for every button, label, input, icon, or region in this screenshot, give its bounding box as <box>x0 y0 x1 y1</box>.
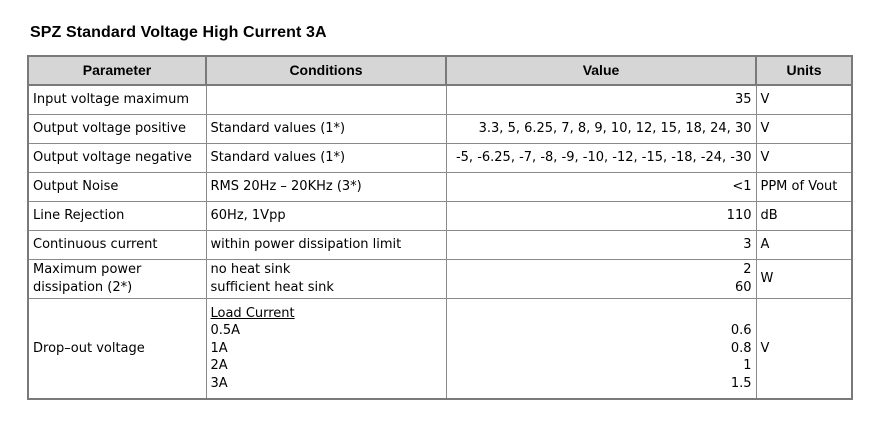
cell-value: <1 <box>446 172 756 201</box>
parameter-line: dissipation (2*) <box>33 279 133 295</box>
cell-parameter: Input voltage maximum <box>28 85 206 114</box>
cell-value: 3 <box>446 230 756 259</box>
condition-line: 2A <box>210 358 228 373</box>
condition-subheader: Load Current <box>210 305 295 321</box>
value-line-spacer <box>451 305 752 323</box>
cell-value: -5, -6.25, -7, -8, -9, -10, -12, -15, -18, -24, -30 <box>446 143 756 172</box>
table-row-power-dissipation <box>28 259 852 298</box>
header-conditions: Conditions <box>206 56 446 85</box>
table-row <box>28 114 852 143</box>
cell-units: W <box>756 259 852 298</box>
cell-value: 35 <box>446 85 756 114</box>
cell-value <box>446 298 756 399</box>
value-line: 0.6 <box>730 323 752 338</box>
table-row <box>28 201 852 230</box>
cell-units: V <box>756 143 852 172</box>
cell-parameter: Output voltage positive <box>28 114 206 143</box>
condition-line: no heat sink <box>210 262 291 277</box>
header-parameter: Parameter <box>28 56 206 85</box>
cell-conditions: 60Hz, 1Vpp <box>206 201 446 230</box>
value-line: 0.8 <box>730 340 752 356</box>
condition-line: 1A <box>210 340 228 356</box>
header-value: Value <box>446 56 756 85</box>
table-title: SPZ Standard Voltage High Current 3A <box>30 24 327 41</box>
cell-value: 110 <box>446 201 756 230</box>
cell-parameter <box>28 259 206 298</box>
value-line: 2 <box>743 262 752 277</box>
cell-conditions <box>206 259 446 298</box>
cell-parameter: Output voltage negative <box>28 143 206 172</box>
cell-conditions: RMS 20Hz – 20KHz (3*) <box>206 172 446 201</box>
value-line: 60 <box>734 279 752 295</box>
cell-value: 3.3, 5, 6.25, 7, 8, 9, 10, 12, 15, 18, 24, 30 <box>446 114 756 143</box>
cell-units: V <box>756 85 852 114</box>
header-row <box>28 56 852 85</box>
spec-table <box>27 55 853 400</box>
cell-value <box>446 259 756 298</box>
cell-units: V <box>756 114 852 143</box>
condition-line: 0.5A <box>210 323 241 338</box>
value-line: 1 <box>743 358 752 373</box>
table-row <box>28 85 852 114</box>
table-row <box>28 230 852 259</box>
cell-conditions: Standard values (1*) <box>206 143 446 172</box>
cell-units: PPM of Vout <box>756 172 852 201</box>
cell-conditions <box>206 298 446 399</box>
condition-line: sufficient heat sink <box>210 279 334 295</box>
table-row <box>28 172 852 201</box>
cell-units: V <box>756 298 852 399</box>
table-row-dropout <box>28 298 852 399</box>
table-row <box>28 143 852 172</box>
cell-units: dB <box>756 201 852 230</box>
cell-parameter: Line Rejection <box>28 201 206 230</box>
cell-parameter: Output Noise <box>28 172 206 201</box>
condition-line: 3A <box>210 375 228 391</box>
cell-conditions <box>206 85 446 114</box>
cell-conditions: Standard values (1*) <box>206 114 446 143</box>
cell-conditions: within power dissipation limit <box>206 230 446 259</box>
parameter-line: Maximum power <box>33 262 142 277</box>
cell-units: A <box>756 230 852 259</box>
cell-parameter: Drop–out voltage <box>28 298 206 399</box>
header-units: Units <box>756 56 852 85</box>
value-line: 1.5 <box>730 375 752 391</box>
cell-parameter: Continuous current <box>28 230 206 259</box>
